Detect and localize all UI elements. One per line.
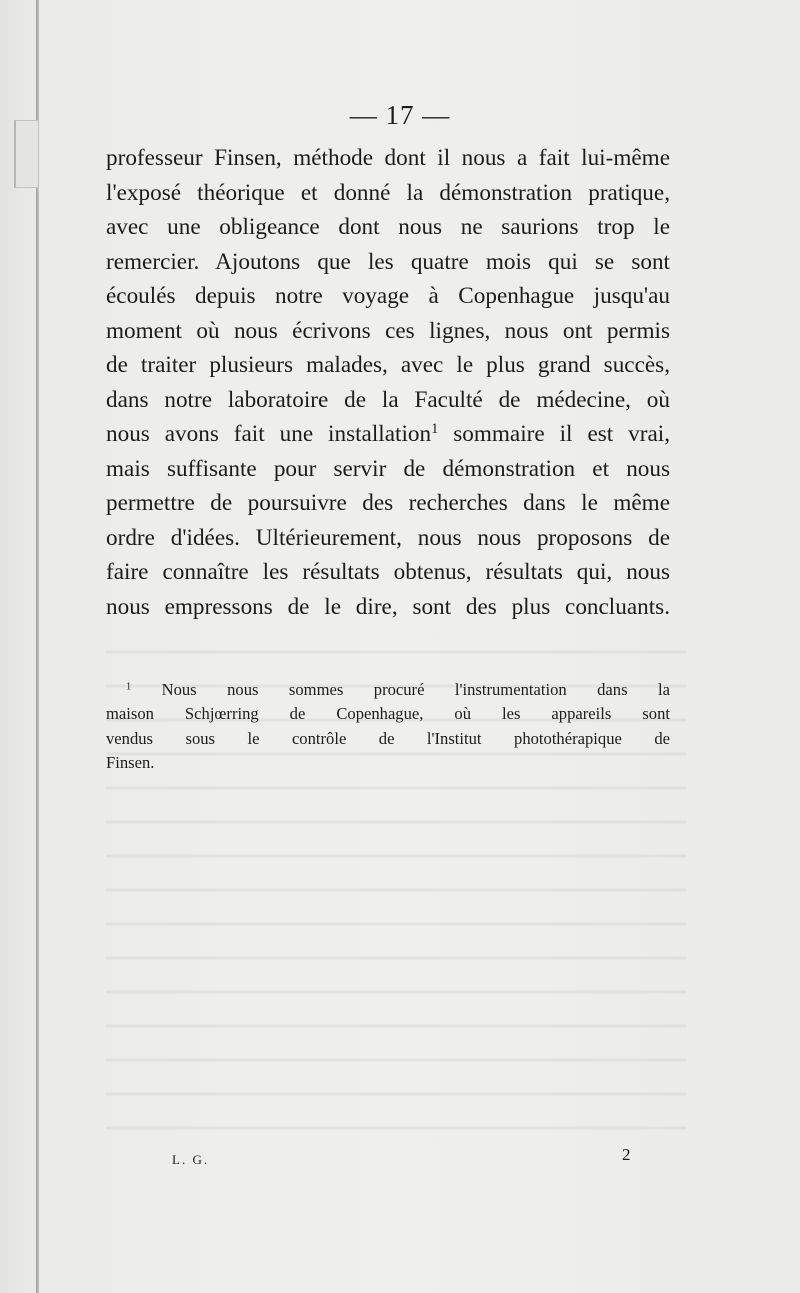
- footnote-line: Finsen.: [106, 752, 155, 772]
- footnote-reference: 1: [431, 421, 439, 438]
- footnote-line: vendus sous le contrôle de l'Institut photothérapique de: [106, 728, 670, 748]
- body-line: mais suffisante pour servir de démonstration et nous: [106, 455, 670, 482]
- binding-edge: [36, 0, 39, 1293]
- body-line-part: nous avons fait une installation: [106, 421, 432, 447]
- body-line: de traiter plusieurs malades, avec le plus grand succès,: [106, 352, 670, 378]
- body-line: remercier. Ajoutons que les quatre mois qui se sont: [106, 248, 670, 275]
- footnote-line: [106, 678, 670, 702]
- footnote-line: maison Schjœrring de Copenhague, où les appareils sont: [106, 704, 670, 724]
- body-line: moment où nous écrivons ces lignes, nous ont permis: [106, 317, 670, 344]
- footnote-line-text: Nous nous sommes procuré l'instrumentation dans la: [161, 680, 670, 699]
- body-line: ordre d'idées. Ultérieurement, nous nous proposons de: [106, 524, 670, 551]
- body-paragraph: [106, 141, 670, 624]
- body-line-with-footnote-ref: [106, 417, 670, 452]
- body-line: professeur Finsen, méthode dont il nous a fait lui-même: [106, 145, 670, 171]
- page-number: — 17 —: [349, 100, 451, 130]
- body-line: l'exposé théorique et donné la démonstration pratique,: [106, 179, 670, 206]
- body-line: nous empressons de le dire, sont des plus concluants.: [106, 593, 670, 620]
- body-line: faire connaître les résultats obtenus, résultats qui, nous: [106, 559, 670, 585]
- footnote-marker: 1: [126, 681, 132, 693]
- gathering-number: 2: [622, 1145, 631, 1164]
- signature-mark: L. G.: [172, 1152, 210, 1167]
- footnote: [106, 678, 670, 775]
- body-line-part: sommaire il est vrai,: [453, 421, 670, 447]
- body-line: dans notre laboratoire de la Faculté de médecine, où: [106, 386, 670, 413]
- body-line: permettre de poursuivre des recherches dans le même: [106, 490, 670, 516]
- body-line: écoulés depuis notre voyage à Copenhague jusqu'au: [106, 283, 670, 309]
- body-line: avec une obligeance dont nous ne saurions trop le: [106, 214, 670, 240]
